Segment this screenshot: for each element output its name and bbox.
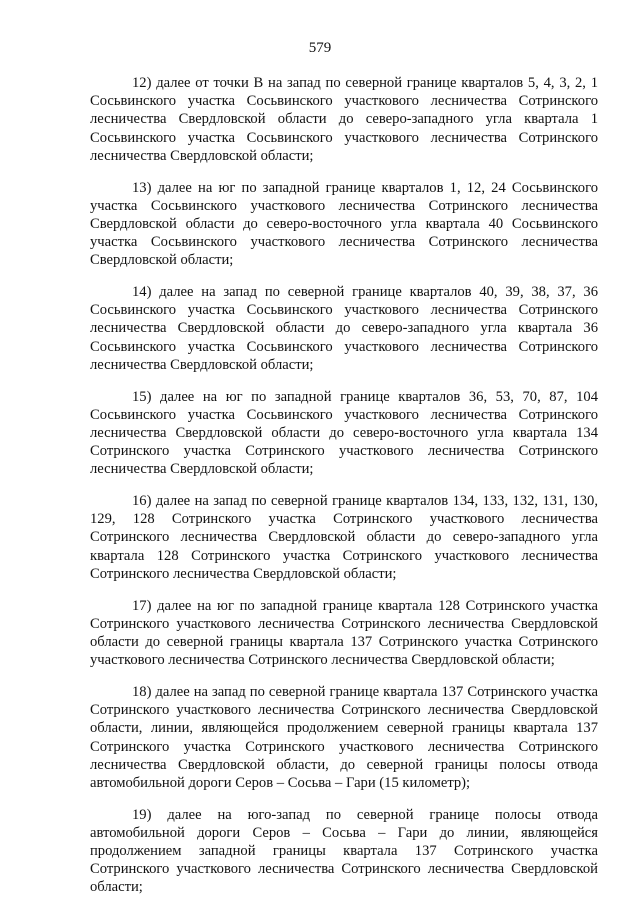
paragraph-15: 15) далее на юг по западной границе кварталов 36, 53, 70, 87, 104 Сосьвинского участка Сосьвинского участкового лесничества Сотринского лесничества Свердловской области до северо-восточного угла квартала 134 Сотринского участка Сотринского участкового лесничества Сотринского лесничества Свердловской области; <box>90 388 598 478</box>
paragraph-17: 17) далее на юг по западной границе квартала 128 Сотринского участка Сотринского участкового лесничества Сотринского лесничества Свердловской области до северной границы квартала 137 Сотринского участка Сотринского участкового лесничества Сотринского лесничества Свердловской области; <box>90 597 598 669</box>
paragraph-18: 18) далее на запад по северной границе квартала 137 Сотринского участка Сотринского участкового лесничества Сотринского лесничества Свердловской области, линии, являющейся продолжением северной границы квартала 137 Сотринского участка Сотринского участкового лесничества Сотринского лесничества Свердловской области, до северной границы полосы отвода автомобильной дороги Серов – Сосьва – Гари (15 километр); <box>90 683 598 791</box>
paragraph-16: 16) далее на запад по северной границе кварталов 134, 133, 132, 131, 130, 129, 128 Сотринского участка Сотринского участкового лесничества Сотринского лесничества Свердловской области до северо-западного угла квартала 128 Сотринского участка Сотринского участкового лесничества Сотринского лесничества Свердловской области; <box>90 493 598 582</box>
page-number: 579 <box>308 40 332 56</box>
paragraph-14: 14) далее на запад по северной границе кварталов 40, 39, 38, 37, 36 Сосьвинского участка Сосьвинского участкового лесничества Сотринского лесничества Свердловской области до северо-западного угла квартала 36 Сосьвинского участка Сосьвинского участкового лесничества Сотринского лесничества Свердловской области; <box>90 284 598 373</box>
paragraph-12: 12) далее от точки В на запад по северной границе кварталов 5, 4, 3, 2, 1 Сосьвинского участка Сосьвинского участкового лесничества Сотринского лесничества Свердловской области до северо-западного угла квартала 1 Сосьвинского участка Сосьвинского участкового лесничества Сотринского лесничества Свердловской области; <box>90 75 598 164</box>
paragraph-19: 19) далее на юго-запад по северной границе полосы отвода автомобильной дороги Серов – Сосьва – Гари до линии, являющейся продолжением западной границы квартала 137 Сотринского участка Сотринского участкового лесничества Сотринского лесничества Свердловской области; <box>90 806 598 896</box>
document-body <box>90 74 598 910</box>
paragraph-13: 13) далее на юг по западной границе кварталов 1, 12, 24 Сосьвинского участка Сосьвинского участкового лесничества Сотринского лесничества Свердловской области до северо-восточного угла квартала 40 Сосьвинского участка Сосьвинского участкового лесничества Сотринского лесничества Свердловской области; <box>90 179 598 269</box>
